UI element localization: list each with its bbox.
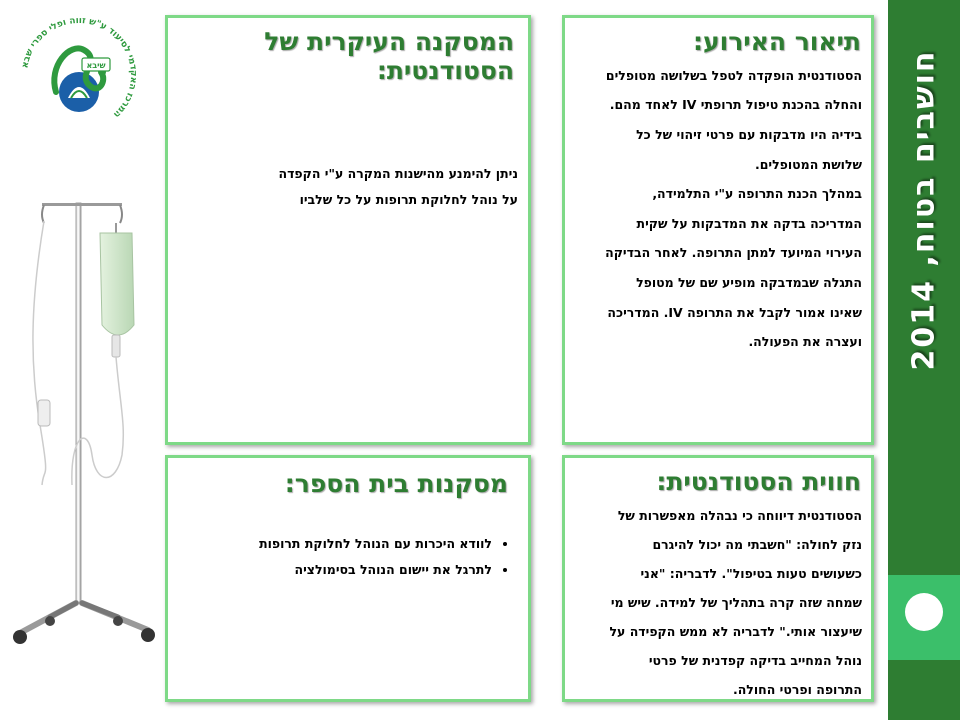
event-line: במהלך הכנת התרופה ע"י התלמידה, xyxy=(652,186,862,202)
school-title: מסקנות בית הספר: xyxy=(284,469,508,498)
conclusion-line: על נוהל לחלוקת תרופות על כל שלביו xyxy=(299,191,518,207)
conclusion-box xyxy=(165,15,531,445)
event-text xyxy=(565,57,871,357)
event-line: התגלה שבמדבקה מופיע שם של מטופל xyxy=(636,274,862,290)
logo-ring-text: המרכז האקדמי לסיעוד ע"ש זווה ופלי ספרי שבא xyxy=(20,15,139,120)
experience-line: כשעושים טעות בטיפול". לדבריה: "אני xyxy=(640,565,862,581)
iv-stand-icon xyxy=(0,185,170,655)
experience-title: חווית הסטודנטית: xyxy=(656,467,861,496)
experience-line: שיעצור אותי." לדבריה לא ממש הקפידה על xyxy=(609,623,862,639)
circle-icon xyxy=(905,593,943,631)
list-item: • לתרגל את יישום הנוהל בסימולציה xyxy=(178,557,492,583)
logo-emblem xyxy=(18,14,140,136)
experience-line: שמחה שזה קרה בתהליך של למידה. שיש מי xyxy=(610,594,862,610)
logo-mark: שיבא xyxy=(86,61,106,70)
experience-text xyxy=(565,497,871,704)
event-line: בידיה היו מדבקות עם פרטי זיהוי של כל xyxy=(636,126,862,142)
side-title: חושבים בטוח, 2014 xyxy=(906,49,942,371)
event-line: ועצרה את הפעולה. xyxy=(748,334,862,350)
school-list xyxy=(178,531,514,583)
experience-line: נזק לחולה: "חשבתי מה יכול להיגרם xyxy=(652,536,862,552)
event-line: והחלה בהכנת טיפול תרופתי IV לאחד מהם. xyxy=(609,97,862,113)
event-line: הסטודנטית הופקדה לטפל בשלושה מטופלים xyxy=(605,67,862,83)
event-line: המדריכה בדקה את המדבקות על שקית xyxy=(636,215,862,231)
conclusion-line: ניתן להימנע מהישנות המקרה ע"י הקפדה xyxy=(278,165,518,181)
conclusion-text xyxy=(168,86,528,213)
experience-line: נוהל המחייב בדיקה קפדנית של פרטי xyxy=(648,652,862,668)
event-line: שלושת המטופלים. xyxy=(754,156,862,172)
list-item: • לוודא היכרות עם הנוהל לחלוקת תרופות xyxy=(178,531,492,557)
iv-stand-illustration xyxy=(0,185,170,655)
experience-line: הסטודנטית דיווחה כי נבהלה מאפשרות של xyxy=(617,507,862,523)
event-line: העירוי המיועד למתן התרופה. לאחר הבדיקה xyxy=(605,245,862,261)
conclusion-title: המסקנה העיקרית של הסטודנטית: xyxy=(264,27,514,85)
logo xyxy=(18,14,140,136)
experience-line: התרופה ופרטי החולה. xyxy=(732,681,862,697)
event-box xyxy=(562,15,874,445)
event-line: שאינו אמור לקבל את התרופה IV. המדריכה xyxy=(607,304,862,320)
event-title: תיאור האירוע: xyxy=(693,27,861,56)
experience-box xyxy=(562,455,874,702)
school-box xyxy=(165,455,531,702)
